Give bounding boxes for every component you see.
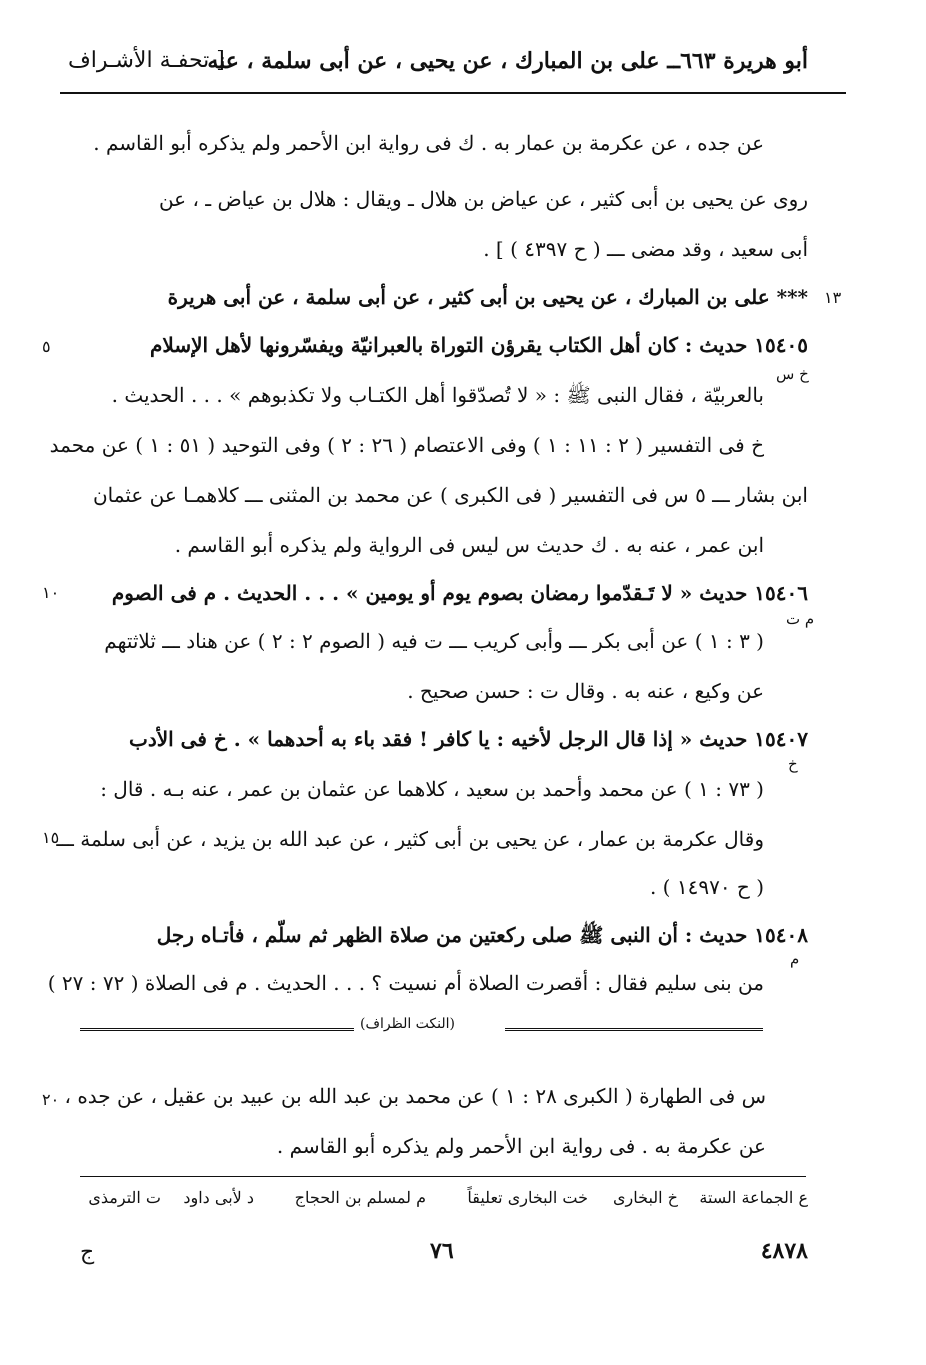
body-line: من بنى سليم فقال : أقصرت الصلاة أم نسيت ؟ . . . الحديث . م فى الصلاة ( ٧٢ : ٢٧ )	[47, 971, 764, 995]
line-number: ١٠	[42, 583, 60, 602]
header-rule	[60, 92, 846, 94]
body-line: ابن عمر ، عنه به . ك حديث س ليس فى الرواية ولم يذكره أبو القاسم .	[174, 533, 764, 557]
line-number: ٢٠	[42, 1090, 60, 1109]
body-line: أبى سعيد ، وقد مضى ـــ ( ح ٤٣٩٧ ) ] .	[483, 237, 808, 261]
line-number: ١٥	[42, 828, 60, 847]
footnote-item: خ البخارى	[612, 1188, 678, 1207]
body-line: وقال عكرمة بن عمار ، عن يحيى بن أبى كثير ، عن عبد الله بن يزيد ، عن أبى سلمة ـــ	[56, 827, 764, 851]
page-number-right: ٤٨٧٨	[760, 1238, 808, 1264]
body-line: ١٥٤٠٦ حديث « لا تَـقدّموا رمضان بصوم يوم أو يومين » . . . الحديث . م فى الصوم	[111, 581, 808, 605]
body-line: عن جده ، عن عكرمة بن عمار به . ك فى رواية ابن الأحمر ولم يذكره أبو القاسم .	[93, 131, 764, 155]
footnote-item: ع الجماعة الستة	[699, 1188, 808, 1207]
nukat-line: س فى الطهارة ( الكبرى ٢٨ : ١ ) عن محمد بن عبد الله بن عبيد بن عقيل ، عن جده ،	[64, 1084, 766, 1108]
body-line: ( ٣ : ١ ) عن أبى بكر ـــ وأبى كريب ـــ ت فيه ( الصوم ٢ : ٢ ) عن هناد ـــ ثلاثتهم	[104, 629, 764, 653]
header-left: [ تحفـة الأشـراف	[68, 48, 225, 73]
side-mark: خ س	[776, 365, 809, 383]
body-line: روى عن يحيى بن أبى كثير ، عن عياض بن هلال ـ ويقال : هلال بن عياض ـ ، عن	[158, 187, 808, 211]
body-line: ابن بشار ـــ ٥ س فى التفسير ( فى الكبرى ) عن محمد بن المثنى ـــ كلاهمـا عن عثمان	[92, 483, 808, 507]
footnote-item: د لأبى داود	[183, 1188, 254, 1207]
side-mark: م ت	[786, 610, 815, 628]
body-line: ١٥٤٠٨ حديث : أن النبى ﷺ صلى ركعتين من صلاة الظهر ثم سلّم ، فأتـاه رجل	[156, 923, 808, 947]
footnote-item: ت الترمذى	[88, 1188, 161, 1207]
body-line: بالعربيّة ، فقال النبى ﷺ : « لا تُصدّقوا أهل الكتـاب ولا تكذبوهم » . . . الحديث .	[111, 383, 764, 407]
page-number-center: ٧٦	[430, 1238, 454, 1264]
footnote-item: م لمسلم بن الحجاج	[294, 1188, 426, 1207]
divider-label: (النكت الظراف)	[360, 1016, 455, 1032]
line-number: ٥	[42, 337, 51, 356]
divider-rule-left	[80, 1028, 354, 1031]
nukat-line: عن عكرمة به . فى رواية ابن الأحمر ولم يذكره أبو القاسم .	[276, 1134, 766, 1158]
divider-rule-right	[505, 1028, 763, 1031]
body-line: خ فى التفسير ( ٢ : ١١ : ١ ) وفى الاعتصام ( ٢٦ : ٢ ) وفى التوحيد ( ٥١ : ١ ) عن محمد	[49, 433, 764, 457]
side-mark: م	[790, 950, 800, 968]
footnote-rule	[80, 1176, 806, 1177]
footnote-item: خت البخارى تعليقاً	[467, 1188, 588, 1207]
body-line: ( ح ١٤٩٧٠ ) .	[649, 875, 764, 899]
page-number-left: ج	[80, 1240, 95, 1265]
body-line: *** على بن المبارك ، عن يحيى بن أبى كثير ، عن أبى سلمة ، عن أبى هريرة	[167, 285, 808, 309]
header-right: أبو هريرة ٦٦٣ــ على بن المبارك ، عن يحيى ، عن أبى سلمة ، عنه	[207, 48, 808, 74]
body-line: ( ٧٣ : ١ ) عن محمد وأحمد بن سعيد ، كلاهما عن عثمان بن عمر ، عنه بـه . قال :	[100, 777, 764, 801]
side-mark: خ	[788, 755, 798, 773]
body-line: ١٥٤٠٧ حديث « إذا قال الرجل لأخيه : يا كافر ! فقد باء به أحدهما » . خ فى الأدب	[129, 727, 808, 751]
line-number: ١٣	[824, 288, 842, 307]
body-line: عن وكيع ، عنه به . وقال ت : حسن صحيح .	[407, 679, 764, 703]
body-line: ١٥٤٠٥ حديث : كان أهل الكتاب يقرؤن التوراة بالعبرانيّة ويفسّرونها لأهل الإسلام	[150, 333, 808, 357]
